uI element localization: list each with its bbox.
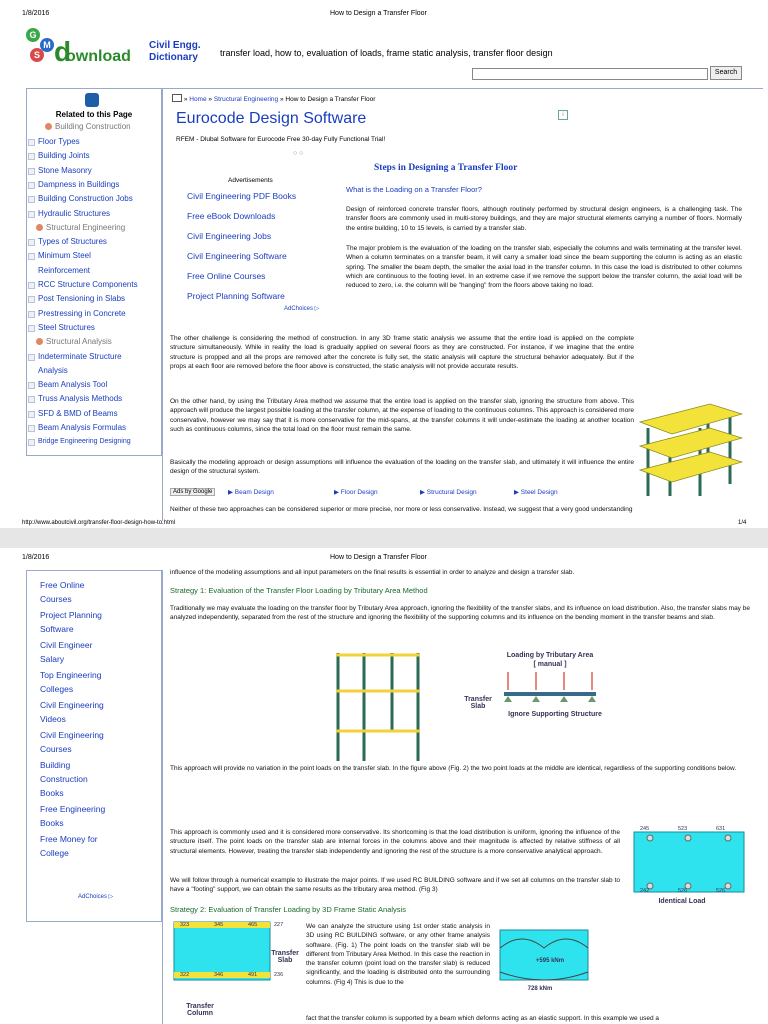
bullet-icon	[28, 168, 35, 175]
bullet-icon	[28, 311, 35, 318]
tributary-load-diagram	[502, 670, 598, 706]
sidebar-link[interactable]: Beam Analysis Formulas	[38, 423, 127, 432]
figure-label-column: Transfer Column	[186, 1003, 214, 1017]
tributary-result-figure	[632, 830, 746, 896]
sidebar-link[interactable]: Hydraulic Structures	[38, 208, 111, 218]
breadcrumb-sep: »	[183, 96, 188, 103]
frame-elevation-figure	[334, 651, 424, 763]
figure-label-ignore: Ignore Supporting Structure	[508, 711, 602, 718]
related-link[interactable]: ▶ Beam Design	[228, 489, 274, 496]
paragraph: On the other hand, by using the Tributary Area method we assume that the entire load is applied on the transfer slab, ignoring the structure from above. This approach will produce the largest possible loading at the transfer column, at the expense of loading to the continuous columns. This approach is considered more conservative, however we may say that it is more conservative for the mid-spans, at the transfer columns it will under-estimate the loading at another location such as continuous columns, since the total load on the floor must remain the same.	[170, 398, 634, 433]
figure-value: 236	[274, 972, 284, 978]
sidebar-ad-link[interactable]: College	[40, 848, 69, 858]
ad-link[interactable]: Project Planning Software	[187, 291, 285, 301]
bullet-icon	[28, 196, 35, 203]
sidebar-link[interactable]: Beam Analysis Tool	[38, 380, 108, 390]
ad-link[interactable]: Free eBook Downloads	[187, 211, 276, 221]
sidebar-ad-link[interactable]: Free Money for	[40, 834, 98, 844]
category-label: Building Construction	[55, 122, 131, 131]
sidebar-link[interactable]: Post Tensioning in Slabs	[38, 294, 126, 304]
moment-label: +595 kNm	[535, 958, 565, 964]
ad-link[interactable]: Civil Engineering Software	[187, 251, 287, 261]
print-page-number: 1/4	[738, 520, 747, 526]
related-links-bar	[170, 488, 590, 498]
figure-label-slab: Transfer Slab	[271, 950, 299, 964]
ad-subtitle[interactable]: RFEM - Dlubal Software for Eurocode Free 30-day Fully Functional Trial!	[176, 136, 386, 143]
figure-label-identical: Identical Load	[658, 898, 706, 905]
bullet-icon	[28, 211, 35, 218]
figure-value: 526	[678, 888, 688, 894]
sidebar-ad-link[interactable]: Software	[40, 624, 74, 634]
sidebar-ad-link[interactable]: Civil Engineer	[40, 640, 93, 650]
print-date: 1/8/2016	[22, 10, 50, 17]
ad-link[interactable]: Free Online Courses	[187, 271, 266, 281]
print-url: http://www.aboutcivil.org/transfer-floor-design-how-to.html	[22, 520, 176, 526]
figure-value: 491	[248, 972, 258, 978]
sidebar-category-building[interactable]	[45, 122, 131, 131]
paragraph: Design of reinforced concrete transfer floors, although routinely performed by structural design engineers, is a challenging task. The transfer floors are commonly used in multi-storey buildings, and they are major structural elements carrying a number of floors. Normally the entire building, 10 to 15 levels, is carried by a transfer slab.	[346, 206, 742, 232]
site-dictionary	[149, 40, 201, 64]
sidebar-ad-link[interactable]: Books	[40, 788, 64, 798]
figure-value: 245	[640, 826, 650, 832]
sidebar-ad-link[interactable]: Colleges	[40, 684, 74, 694]
sidebar-ad-link[interactable]: Top Engineering	[40, 670, 102, 680]
sidebar-link[interactable]: Reinforcement	[38, 265, 91, 275]
sidebar-link[interactable]: Prestressing in Concrete	[38, 308, 126, 318]
figure-value: 346	[214, 972, 224, 978]
bullet-icon	[28, 282, 35, 289]
sidebar-link[interactable]: Building Joints	[38, 151, 90, 161]
bullet-icon	[28, 296, 35, 303]
paragraph: fact that the transfer column is supported by a beam which deforms acting as an elastic support. In this example we used a	[306, 1015, 659, 1022]
logo-letter-s: S	[30, 48, 44, 62]
ad-link[interactable]: Civil Engineering PDF Books	[187, 191, 297, 201]
breadcrumb-icon	[172, 94, 182, 102]
paragraph: Neither of these two approaches can be considered superior or more precise, nor more or less conservative. Instead, we suggest that a very good understanding	[170, 506, 633, 513]
print-page-2	[0, 548, 768, 1024]
sidebar-heading: Related to this Page	[55, 110, 133, 119]
paragraph: Basically the modeling approach or design assumptions will influence the evaluation of the loading on the transfer slab, and ultimately it will influence the entire design of the structural system.	[170, 459, 634, 476]
sidebar-link[interactable]: RCC Structure Components	[38, 280, 138, 289]
figure-value: 631	[716, 826, 726, 832]
figure-value: 242	[640, 888, 650, 894]
sidebar-ad-link[interactable]: Free Engineering	[40, 804, 106, 814]
paragraph: This approach will provide no variation in the point loads on the transfer slab. In the figure above (Fig. 2) the two point loads at the middle are identical, regardless of the supporting conditions below.	[170, 765, 737, 772]
ad-carousel-dots[interactable]: ○ ○	[293, 150, 304, 157]
breadcrumb-sep: »	[279, 96, 284, 103]
print-title: How to Design a Transfer Floor	[330, 10, 427, 17]
search-button[interactable]: Search	[710, 66, 742, 80]
site-download-text: ownload	[66, 48, 131, 65]
category-icon	[36, 338, 43, 345]
ads-by-google[interactable]: Ads by Google	[170, 488, 215, 496]
page-keywords: transfer load, how to, evaluation of loads, frame static analysis, transfer floor design	[220, 48, 553, 58]
related-link[interactable]: ▶ Floor Design	[334, 489, 378, 496]
sidebar-link[interactable]: Bridge Engineering Designing	[38, 438, 131, 446]
breadcrumb	[172, 94, 375, 103]
paragraph: influence of the modeling assumptions and all input parameters on the final results is essential in order to analyze and design a transfer slab.	[170, 569, 575, 576]
sidebar-category[interactable]	[36, 223, 125, 232]
adchoices-link[interactable]: AdChoices ▷	[78, 894, 114, 900]
bullet-icon	[28, 325, 35, 332]
sidebar-link[interactable]: Indeterminate Structure	[38, 351, 122, 361]
sidebar-link[interactable]: Minimum Steel	[38, 251, 91, 261]
bullet-icon	[28, 354, 35, 361]
breadcrumb-sep: »	[208, 96, 213, 103]
ad-info-icon[interactable]: i	[558, 110, 568, 120]
search-input[interactable]	[472, 68, 708, 80]
print-title: How to Design a Transfer Floor	[330, 554, 427, 561]
category-label: Structural Engineering	[46, 222, 126, 232]
logo-letter-m: M	[40, 38, 54, 52]
bullet-icon	[28, 411, 35, 418]
sitemap-icon	[85, 93, 99, 107]
related-link[interactable]: ▶ Structural Design	[420, 489, 477, 496]
sidebar-link[interactable]: Analysis	[38, 365, 68, 375]
logo-letter-g: G	[26, 28, 40, 42]
sidebar-link[interactable]: SFD & BMD of Beams	[38, 408, 118, 418]
sidebar-link[interactable]: Steel Structures	[38, 322, 95, 332]
sidebar-link[interactable]: Dampness in Buildings	[38, 179, 120, 189]
sidebar-ad-link[interactable]: Building	[40, 760, 71, 770]
category-icon	[36, 224, 43, 231]
ad-link[interactable]: Civil Engineering Jobs	[187, 231, 272, 241]
page-separator	[0, 528, 768, 548]
breadcrumb-home[interactable]: Home	[189, 96, 207, 103]
sidebar-ad-link[interactable]: Books	[40, 818, 64, 828]
bullet-icon	[28, 182, 35, 189]
figure-value: 322	[180, 972, 190, 978]
figure-label-slab: Transfer Slab	[464, 696, 492, 710]
bullet-icon	[28, 139, 35, 146]
sidebar-ad-link[interactable]: Project Planning	[40, 610, 102, 620]
category-label: Structural Analysis	[46, 337, 112, 347]
category-icon	[45, 123, 52, 130]
sidebar-link[interactable]: Stone Masonry	[38, 165, 92, 175]
sidebar-link[interactable]: Types of Structures	[38, 237, 107, 247]
bullet-icon	[28, 239, 35, 246]
figure-value: 523	[678, 826, 688, 832]
sidebar-ad-link[interactable]: Courses	[40, 594, 72, 604]
related-link[interactable]: ▶ Steel Design	[514, 489, 558, 496]
sidebar-link[interactable]: Floor Types	[38, 137, 80, 146]
sidebar-link[interactable]: Building Construction Jobs	[38, 194, 133, 204]
sidebar-category[interactable]	[36, 337, 112, 346]
figure-value: 345	[214, 922, 224, 928]
breadcrumb-structural[interactable]: Structural Engineering	[213, 96, 279, 103]
moment-figure	[498, 926, 590, 982]
logo-download-d: d	[54, 36, 72, 67]
figure-value: 227	[274, 922, 284, 928]
sidebar-ad-link[interactable]: Civil Engineering	[40, 730, 104, 740]
bullet-icon	[28, 396, 35, 403]
figure-value: 526	[716, 888, 726, 894]
bullet-icon	[28, 425, 35, 432]
figure-value: 465	[248, 922, 258, 928]
paragraph: Traditionally we may evaluate the loading on the transfer floor by Tributary Area approach, ignoring the flexibility of the transfer slabs, and its influence on load distribution. Also, the transfer slabs may be analyzed independently, separated from the rest of the structure and ignoring the flexibility of the supporting columns and its influence on the bending moment in the transfer beams and slab.	[170, 605, 750, 622]
sidebar-ad-link[interactable]: Videos	[40, 714, 66, 724]
paragraph: The other challenge is considering the method of construction. In any 3D frame static analysis we assume that the entire load is applied on the complete structure simultaneously. While in reality the load is gradually applied on several floors as they are constructed. For instance, if we imagine that the entire structure is propped and all the props are removed after the concrete is fully set, the static analysis will capture the structural behavior adequately. But if the props at each floor are removed before the floor above is constructed, the static analysis will not provide accurate results.	[170, 335, 634, 370]
adchoices-link[interactable]: AdChoices ▷	[284, 306, 320, 312]
bullet-icon	[28, 253, 35, 260]
paragraph: The major problem is the evaluation of the loading on the transfer slab, especially the columns and walls terminating at the transfer level. When a column terminates on a transfer beam, it will carry a smaller load since the beam supporting the column is acting as an elastic spring. The smaller the beam depth, the smaller the axial load in the transfer column. In this case the load is distributed to other columns which are continuous to the footing level. In an extreme case if we remove the support below the transfer column, the axial load will be reduced to zero, i.e. the column will be "hanging" from the floors above taking no load.	[346, 245, 742, 290]
site-civil: Civil Engg.	[149, 40, 201, 51]
moment-label: 728 kNm	[527, 986, 553, 992]
bullet-icon	[28, 382, 35, 389]
sidebar-ad-link[interactable]: Construction	[40, 774, 88, 784]
paragraph: We can analyze the structure using 1st order static analysis in 3D using RC BUILDING software, or any other frame analysis software. (Fig. 1) The point loads on the transfer slab will be different from Tributary Area Method. In this case the reaction in the transfer column (point load on the transfer slab) is reduced significantly, and the loading is distributed onto the surrounding columns. (Fig 4) This is due to the	[306, 923, 490, 986]
sidebar-link[interactable]: Truss Analysis Methods	[38, 394, 123, 404]
bullet-icon	[28, 153, 35, 160]
section-heading: Strategy 2: Evaluation of Transfer Loading by 3D Frame Static Analysis	[170, 905, 406, 914]
print-date: 1/8/2016	[22, 554, 50, 561]
sidebar-ad-link[interactable]: Courses	[40, 744, 72, 754]
figure-label-manual: [ manual ]	[533, 661, 567, 668]
paragraph: We will follow through a numerical example to illustrate the major points. If we used RC BUILDING software and if we set all columns on the transfer slab to have a "footing" support, we can obtain the same results as the tributary area method. (Fig 3)	[170, 877, 620, 894]
site-dictionary-label: Dictionary	[149, 52, 198, 63]
figure-value: 323	[180, 922, 190, 928]
breadcrumb-current: How to Design a Transfer Floor	[285, 96, 376, 103]
sidebar-ad-link[interactable]: Salary	[40, 654, 65, 664]
section-heading: What is the Loading on a Transfer Floor?	[346, 185, 482, 194]
paragraph: This approach is commonly used and it is considered more conservative. Its shortcoming is that the load distribution is uniform, ignoring the influence of the structure itself. The point loads on the transfer slab are internal forces in the columns above and their magnitude is affected by relative stiffness of all structural elements. However, treating the transfer slab independently and ignoring the rest of the structure is a more conservative analytical approach.	[170, 829, 620, 855]
ad-title[interactable]: Eurocode Design Software	[176, 110, 367, 127]
sidebar-ad-link[interactable]: Civil Engineering	[40, 700, 104, 710]
ad-heading: Advertisements	[228, 177, 273, 184]
figure-label-loading: Loading by Tributary Area	[506, 652, 594, 659]
section-heading: Strategy 1: Evaluation of the Transfer Floor Loading by Tributary Area Method	[170, 586, 428, 595]
bullet-icon	[28, 439, 35, 446]
frame-3d-figure	[638, 400, 748, 500]
article-title: Steps in Designing a Transfer Floor	[374, 163, 518, 173]
sidebar-ad-link[interactable]: Free Online	[40, 580, 85, 590]
